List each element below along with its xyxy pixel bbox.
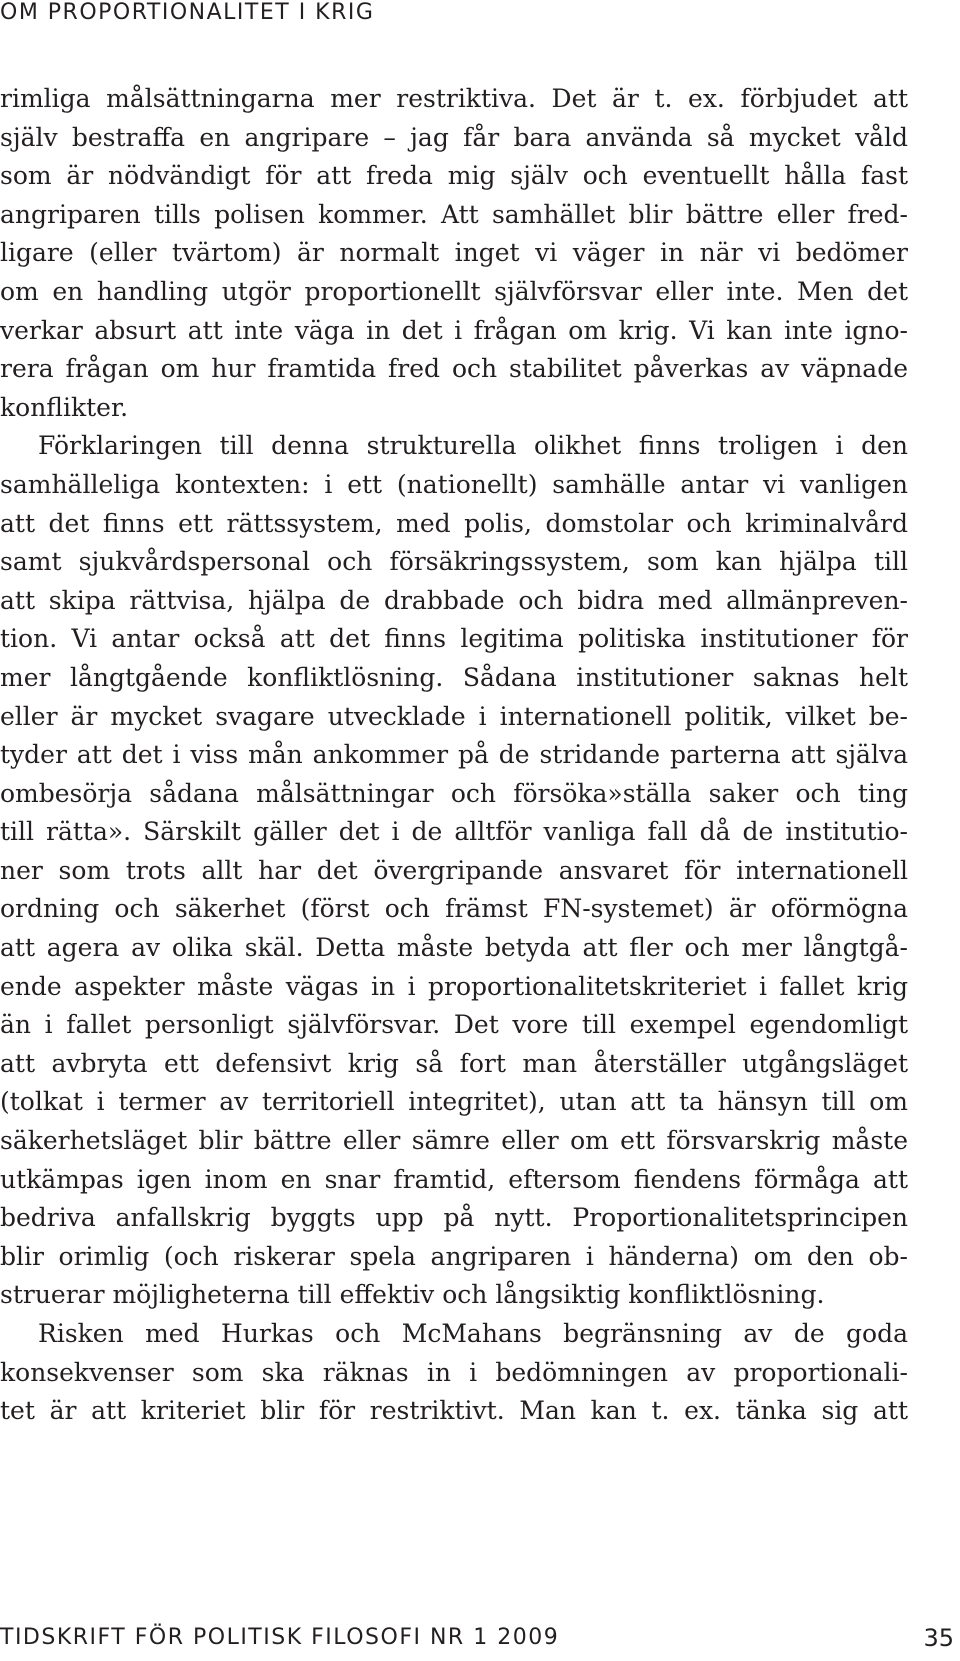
paragraph-start-line: Risken med Hurkas och McMahans begränsning av de goda (38, 1319, 908, 1348)
text-line: utkämpas igen inom en snar framtid, eftersom fiendens förmåga att (0, 1164, 908, 1194)
text-line: (tolkat i termer av territoriell integritet), utan att ta hänsyn till om (0, 1087, 908, 1117)
body-text (0, 80, 908, 1431)
text-line: säkerhetsläget blir bättre eller sämre eller om ett försvarskrig måste (0, 1126, 908, 1156)
text-line: konflikter. (0, 392, 129, 422)
text-line: tion. Vi antar också att det finns legitima politiska institutioner för (0, 624, 908, 654)
text-line: samhälleliga kontexten: i ett (nationellt) samhälle antar vi vanligen (0, 469, 908, 499)
text-line: att agera av olika skäl. Detta måste betyda att fler och mer långtgå- (0, 933, 908, 963)
text-line: att skipa rättvisa, hjälpa de drabbade och bidra med allmänpreven- (0, 585, 908, 615)
text-line: konsekvenser som ska räknas in i bedömningen av proportionali- (0, 1357, 908, 1387)
text-line: om en handling utgör proportionellt självförsvar eller inte. Men det (0, 276, 908, 306)
text-line: ner som trots allt har det övergripande ansvaret för internationell (0, 855, 908, 885)
text-line: blir orimlig (och riskerar spela angriparen i händerna) om den ob- (0, 1241, 908, 1271)
text-line: ombesörja sådana målsättningar och försöka»ställa saker och ting (0, 778, 908, 808)
text-line: ordning och säkerhet (först och främst FN-systemet) är oförmögna (0, 894, 908, 924)
paragraph-start-line: Förklaringen till denna strukturella olikhet finns troligen i den (38, 431, 908, 461)
text-line: att det finns ett rättssystem, med polis, domstolar och kriminalvård (0, 508, 908, 538)
text-line: tyder att det i viss mån ankommer på de stridande parterna att själva (0, 740, 908, 770)
text-line: än i fallet personligt självförsvar. Det vore till exempel egendomligt (0, 1010, 908, 1040)
text-line: själv bestraffa en angripare – jag får bara använda så mycket våld (0, 122, 908, 152)
text-line: eller är mycket svagare utvecklade i internationell politik, vilket be- (0, 701, 908, 731)
page-number: 35 (923, 1624, 954, 1652)
text-line: rera frågan om hur framtida fred och stabilitet påverkas av väpnade (0, 354, 908, 384)
text-line: ende aspekter måste vägas in i proportionalitetskriteriet i fallet krig (0, 971, 908, 1001)
text-line: rimliga målsättningarna mer restriktiva. Det är t. ex. förbjudet att (0, 84, 908, 113)
running-head: OM PROPORTIONALITET I KRIG (0, 0, 375, 25)
running-foot (0, 1624, 954, 1652)
text-line: samt sjukvårdspersonal och försäkringssystem, som kan hjälpa till (0, 547, 908, 577)
text-line: till rätta». Särskilt gäller det i de alltför vanliga fall då de institutio- (0, 817, 908, 847)
text-line: mer långtgående konfliktlösning. Sådana institutioner saknas helt (0, 662, 908, 692)
text-line: struerar möjligheterna till effektiv och långsiktig konfliktlösning. (0, 1280, 825, 1310)
text-line: att avbryta ett defensivt krig så fort man återställer utgångsläget (0, 1048, 908, 1078)
text-line: som är nödvändigt för att freda mig själv och eventuellt hålla fast (0, 161, 908, 191)
journal-title: TIDSKRIFT FÖR POLITISK FILOSOFI NR 1 2009 (0, 1625, 560, 1650)
text-line: ligare (eller tvärtom) är normalt inget vi väger in när vi bedömer (0, 238, 908, 268)
text-line: tet är att kriteriet blir för restriktivt. Man kan t. ex. tänka sig att (0, 1396, 908, 1426)
text-line: angriparen tills polisen kommer. Att samhället blir bättre eller fred- (0, 199, 908, 229)
text-line: verkar absurt att inte väga in det i frågan om krig. Vi kan inte igno- (0, 315, 908, 345)
text-line: bedriva anfallskrig byggts upp på nytt. Proportionalitetsprincipen (0, 1203, 908, 1233)
